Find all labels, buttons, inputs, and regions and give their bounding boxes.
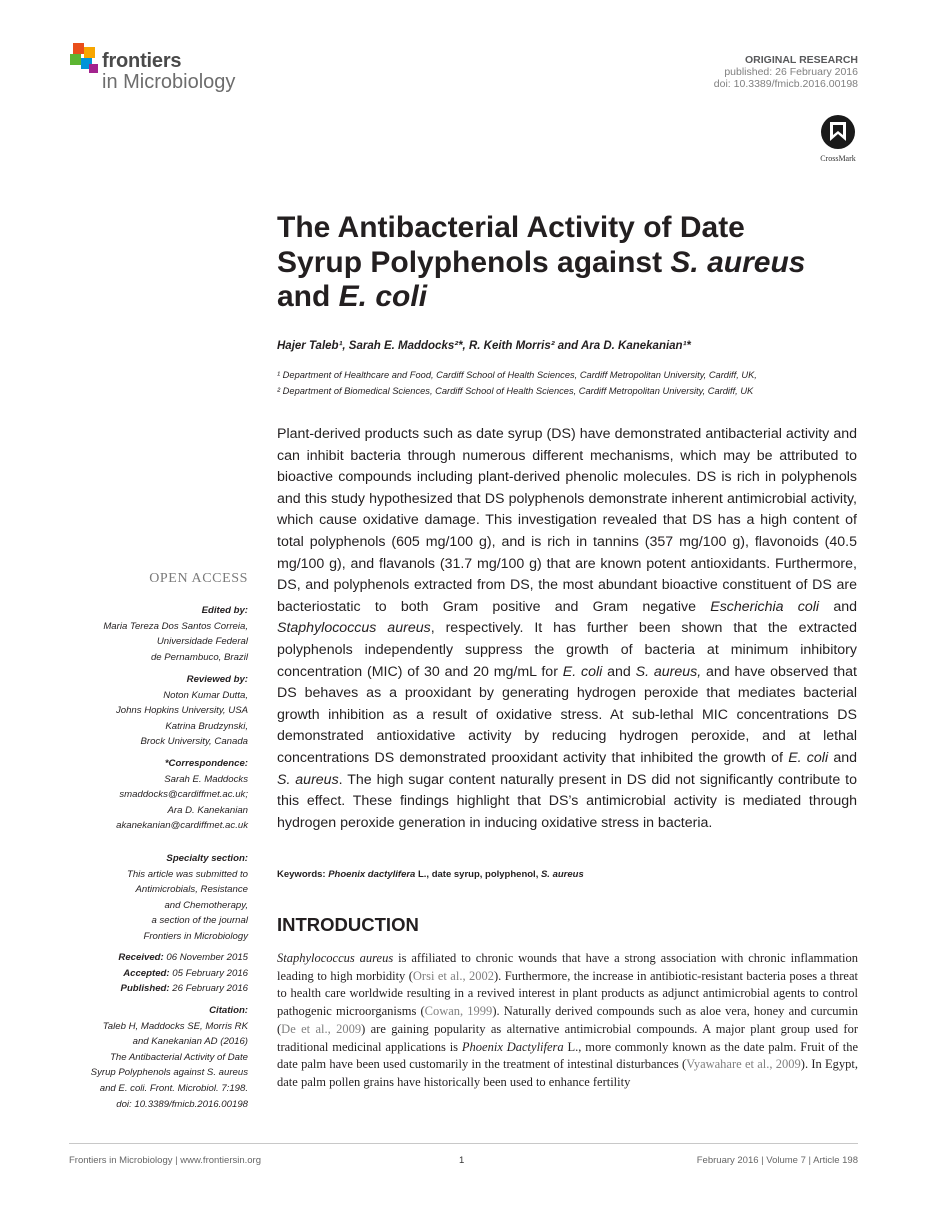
abstract-text: and <box>602 663 636 680</box>
edited-by <box>103 603 248 665</box>
crossmark-label: CrossMark <box>820 154 856 163</box>
citation-doi[interactable]: doi: 10.3389/fmicb.2016.00198 <box>116 1098 248 1110</box>
correspondence-line: Ara D. Kanekanian <box>167 804 248 816</box>
abstract-italic: S. aureus, <box>635 663 702 680</box>
specialty-line: Frontiers in Microbiology <box>143 930 248 942</box>
editor-line: Maria Tereza Dos Santos Correia, <box>103 620 248 632</box>
affiliation-2: ² Department of Biomedical Sciences, Cardiff School of Health Sciences, Cardiff Metropolitan University, Cardiff, UK <box>277 386 754 396</box>
correspondence-email[interactable]: smaddocks@cardiffmet.ac.uk; <box>119 789 248 801</box>
citation-line: and Kanekanian AD (2016) <box>132 1036 248 1048</box>
journal-name-line1: frontiers <box>102 50 182 72</box>
reviewed-by-heading: Reviewed by: <box>186 674 248 685</box>
published-date: published: 26 February 2016 <box>724 66 858 78</box>
title-line2: Syrup Polyphenols against <box>277 245 671 279</box>
affiliation-1: ¹ Department of Healthcare and Food, Cardiff School of Health Sciences, Cardiff Metropolitan University, Cardiff, UK, <box>277 370 757 380</box>
footer-journal-link[interactable]: Frontiers in Microbiology | www.frontiersin.org <box>69 1155 262 1166</box>
crossmark-icon <box>819 114 857 150</box>
received-value: 06 November 2015 <box>163 952 248 963</box>
published-value: 26 February 2016 <box>169 983 248 995</box>
footer-issue-info: February 2016 | Volume 7 | Article 198 <box>696 1155 858 1166</box>
accepted-label: Accepted: <box>123 967 170 979</box>
article-type: ORIGINAL RESEARCH <box>745 54 858 66</box>
accepted-date <box>118 966 248 982</box>
body-text: is affiliated to chronic wounds that have a strong association with chronic inflammation leading to high morbidity ( <box>277 951 858 983</box>
body-italic: Phoenix Dactylifera <box>461 1039 564 1054</box>
reviewer-line: Brock University, Canada <box>140 736 248 748</box>
journal-name-line2: in Microbiology <box>102 71 236 93</box>
received-date <box>118 950 248 966</box>
published-label: Published: <box>120 983 170 995</box>
body-text: L., more commonly known as the date palm. Fruit of the date palm have been used customarily in the treatment of intestinal disturbances ( <box>277 1039 858 1072</box>
doi[interactable]: doi: 10.3389/fmicb.2016.00198 <box>713 78 858 90</box>
introduction-heading: INTRODUCTION <box>277 914 419 935</box>
abstract-italic: Escherichia coli <box>710 598 820 615</box>
citation-link[interactable]: Vyawahare et al., 2009 <box>686 1057 801 1072</box>
specialty-heading: Specialty section: <box>166 853 248 864</box>
keywords <box>277 869 584 880</box>
received-label: Received: <box>118 952 164 963</box>
author-list: Hajer Taleb¹, Sarah E. Maddocks²*, R. Keith Morris² and Ara D. Kanekanian¹* <box>277 340 691 352</box>
abstract-italic: Staphylococcus aureus <box>277 620 431 637</box>
reviewer-line: Noton Kumar Dutta, <box>163 689 248 701</box>
correspondence-line: Sarah E. Maddocks <box>164 773 248 785</box>
edited-by-heading: Edited by: <box>201 605 248 616</box>
title-organism-1: S. aureus <box>670 245 806 279</box>
editor-line: de Pernambuco, Brazil <box>150 651 248 663</box>
frontiers-logo-icon <box>70 42 102 78</box>
body-text: ). In Egypt, date palm pollen grains have historically been used to enhance fertility <box>277 1057 858 1089</box>
accepted-value: 05 February 2016 <box>169 967 248 979</box>
abstract-text: . The high sugar content naturally present in DS did not significantly contribute to this effect. These findings highlight that DS’s antimicrobial activity is mediated through hydrogen peroxide generation in inducing oxidative stress in bacteria. <box>277 771 857 831</box>
citation <box>91 1003 248 1112</box>
abstract-text: , respectively. It has further been shown that the extracted polyphenols independently suppress the growth of bacteria at minimum inhibitory concentration (MIC) of 30 and 20 mg/mL for <box>277 620 857 680</box>
keyword-italic: S. aureus <box>540 869 584 880</box>
article-header-info <box>714 54 858 90</box>
article-dates <box>118 950 248 997</box>
abstract-text: Plant-derived products such as date syrup (DS) have demonstrated antibacterial activity and can inhibit bacteria through numerous different mechanisms, which may be attributed to bioactive compounds including plant-derived phenolic molecules. DS is rich in polyphenols and this study hypothesized that DS polyphenols demonstrate inherent antimicrobial activity, which cause oxidative damage. This investigation revealed that DS has a high content of total polyphenols (605 mg/100 g), and is rich in tannins (357 mg/100 g), flavonoids (40.5 mg/100 g), and flavanols (31.7 mg/100 g) that are known potent antioxidants. Furthermore, DS, and polyphenols extracted from DS, the most abundant bioactive constituent of DS are bacteriostatic to both Gram positive and Gram negative <box>277 426 857 615</box>
citation-heading: Citation: <box>209 1005 248 1016</box>
title-line3: and <box>277 280 339 313</box>
abstract <box>277 424 857 834</box>
title-line1: The Antibacterial Activity of Date <box>277 211 745 244</box>
citation-line: Syrup Polyphenols against S. aureus <box>90 1067 248 1079</box>
abstract-text: and <box>819 598 857 615</box>
keyword-italic: Phoenix dactylifera <box>328 869 416 880</box>
reviewer-line: Johns Hopkins University, USA <box>115 705 248 717</box>
title-organism-2: E. coli <box>338 280 428 313</box>
citation-link[interactable]: De et al., 2009 <box>281 1021 362 1036</box>
correspondence-email[interactable]: akanekanian@cardiffmet.ac.uk <box>116 820 248 832</box>
article-title <box>277 211 877 315</box>
citation-link[interactable]: Orsi et al., 2002 <box>412 968 494 983</box>
abstract-italic: S. aureus <box>277 771 339 788</box>
reviewer-line: Katrina Brudzynski, <box>165 720 248 732</box>
citation-line: The Antibacterial Activity of Date <box>110 1051 248 1063</box>
introduction-body <box>277 950 858 1092</box>
abstract-italic: E. coli <box>562 663 603 680</box>
keywords-label: Keywords: <box>277 869 329 880</box>
specialty-line: and Chemotherapy, <box>164 899 248 911</box>
abstract-italic: E. coli <box>788 749 829 766</box>
published-date-side <box>118 981 248 997</box>
body-italic: Staphylococcus aureus <box>277 951 394 965</box>
body-text: ). Naturally derived compounds such as aloe vera, honey and curcumin ( <box>277 1004 858 1036</box>
page-number: 1 <box>459 1155 465 1166</box>
reviewed-by <box>116 672 248 750</box>
specialty-line: This article was submitted to <box>126 868 248 880</box>
correspondence-heading: *Correspondence: <box>164 758 248 769</box>
correspondence <box>116 756 248 834</box>
specialty-line: a section of the journal <box>151 915 248 927</box>
abstract-text: and have observed that DS behaves as a prooxidant by generating hydrogen peroxide that mediates bacterial growth inhibition as a result of oxidative stress. At sub-lethal MIC concentrations DS demonstrated antioxidative activity by reducing hydrogen peroxide, and at lethal concentrations DS demonstrated prooxidant activity that inhibited the growth of <box>277 663 858 766</box>
open-access-label: OPEN ACCESS <box>149 571 248 586</box>
body-text: ) are gaining popularity as alternative antimicrobial compounds. A major plant group used for traditional medicinal applications is <box>277 1021 858 1054</box>
keyword-text: L., date syrup, polyphenol, <box>415 869 541 880</box>
editor-line: Universidade Federal <box>156 636 248 648</box>
specialty-line: Antimicrobials, Resistance <box>135 884 248 896</box>
crossmark-badge[interactable] <box>817 114 859 163</box>
specialty-section <box>127 851 248 945</box>
journal-logo[interactable] <box>70 42 270 102</box>
body-text: ). Furthermore, the increase in antibiotic-resistant bacteria poses a threat to health care worldwide resulting in a revived interest in plant products as adjunct antimicrobial agents to control pathogenic microorganisms ( <box>277 968 858 1019</box>
abstract-text: and <box>828 749 857 766</box>
citation-link[interactable]: Cowan, 1999 <box>424 1004 493 1019</box>
citation-line: and E. coli. Front. Microbiol. 7:198. <box>99 1082 248 1094</box>
citation-line: Taleb H, Maddocks SE, Morris RK <box>102 1020 248 1032</box>
footer-divider <box>69 1143 858 1144</box>
